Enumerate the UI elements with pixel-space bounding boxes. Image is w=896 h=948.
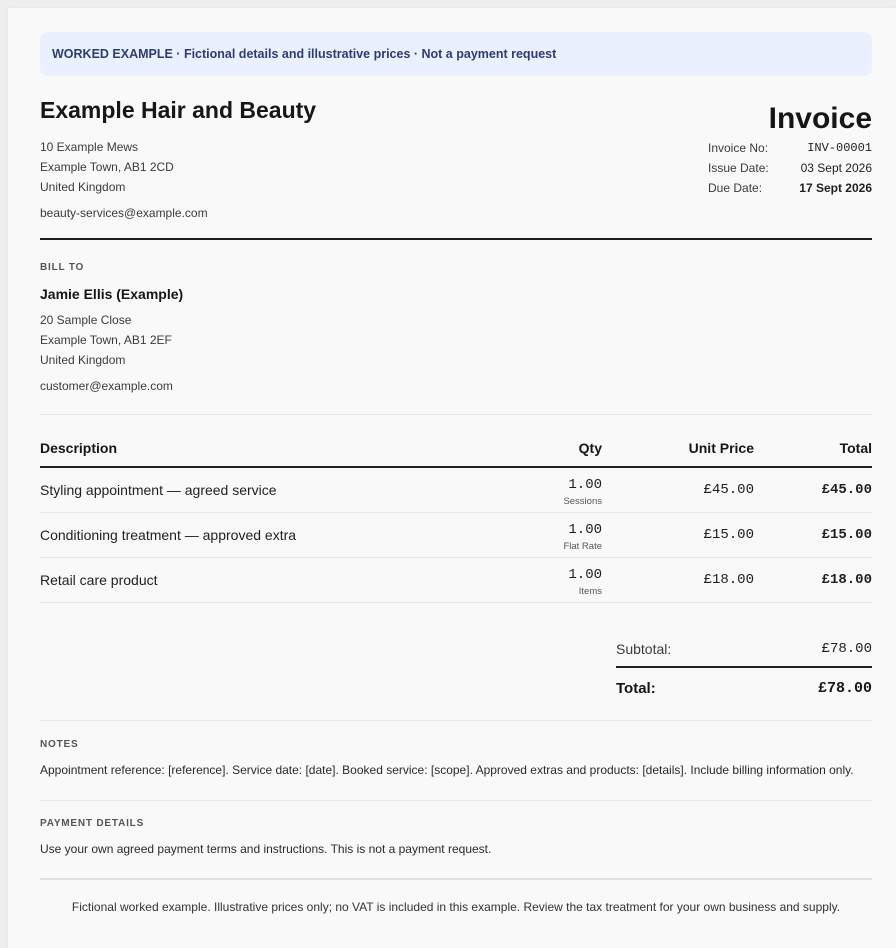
subtotal-label: Subtotal: xyxy=(616,641,672,657)
invoice-number-label: Invoice No: xyxy=(708,141,769,155)
item-total: £45.00 xyxy=(821,482,872,498)
table-row xyxy=(40,468,872,513)
col-header-qty: Qty xyxy=(578,440,602,456)
item-description: Retail care product xyxy=(40,572,158,588)
row-divider xyxy=(40,602,872,603)
table-row xyxy=(40,558,872,603)
item-unit-price: £18.00 xyxy=(703,572,754,588)
col-header-unit-price: Unit Price xyxy=(688,440,754,456)
total-label: Total: xyxy=(616,680,656,697)
due-date-row xyxy=(708,178,872,198)
invoice-page xyxy=(8,8,896,948)
item-unit-price: £15.00 xyxy=(703,527,754,543)
bill-to-label: BILL TO xyxy=(40,262,85,273)
issue-date: 03 Sept 2026 xyxy=(800,161,872,175)
header-divider xyxy=(40,238,872,240)
subtotal-value: £78.00 xyxy=(821,641,872,657)
item-unit-price: £45.00 xyxy=(703,482,754,498)
item-total: £18.00 xyxy=(821,572,872,588)
customer-address-line: United Kingdom xyxy=(40,352,126,367)
business-address xyxy=(40,138,174,197)
business-address-line: Example Town, AB1 2CD xyxy=(40,159,174,174)
business-address-line: 10 Example Mews xyxy=(40,140,139,154)
due-date-label: Due Date: xyxy=(708,181,763,195)
item-unit: Sessions xyxy=(563,496,602,507)
footer-disclaimer: Fictional worked example. Illustrative prices only; no VAT is included in this example. Review the tax treatment for your own business and supply. xyxy=(71,900,841,914)
payment-divider xyxy=(40,800,872,801)
business-email: beauty-services@example.com xyxy=(40,206,208,220)
item-unit: Items xyxy=(578,586,602,597)
col-header-total: Total xyxy=(839,440,872,456)
invoice-number: INV-00001 xyxy=(807,141,872,155)
footer-divider xyxy=(40,878,872,880)
payment-details-label: PAYMENT DETAILS xyxy=(40,818,145,829)
notes-text: Appointment reference: [reference]. Service date: [date]. Booked service: [scope]. Approved extras and products: [details]. Include billing information only. xyxy=(40,763,854,777)
item-qty: 1.00 xyxy=(568,567,602,583)
item-unit: Flat Rate xyxy=(563,541,602,552)
table-row xyxy=(40,513,872,558)
item-description: Conditioning treatment — approved extra xyxy=(40,527,297,543)
col-header-description: Description xyxy=(40,440,118,456)
issue-date-row xyxy=(708,158,872,178)
notes-divider xyxy=(40,720,872,721)
business-name: Example Hair and Beauty xyxy=(40,97,317,123)
item-qty: 1.00 xyxy=(568,522,602,538)
total-value: £78.00 xyxy=(817,680,872,697)
invoice-title: Invoice xyxy=(768,102,872,135)
customer-address xyxy=(40,311,172,370)
item-total: £15.00 xyxy=(821,527,872,543)
payment-details-text: Use your own agreed payment terms and instructions. This is not a payment request. xyxy=(40,842,492,856)
invoice-number-row xyxy=(708,138,872,158)
item-description: Styling appointment — agreed service xyxy=(40,482,277,498)
customer-address-line: Example Town, AB1 2EF xyxy=(40,332,172,347)
total-divider xyxy=(616,666,872,668)
worked-example-banner: WORKED EXAMPLE · Fictional details and illustrative prices · Not a payment request xyxy=(40,32,872,76)
customer-name: Jamie Ellis (Example) xyxy=(40,286,184,302)
notes-label: NOTES xyxy=(40,739,79,750)
customer-email: customer@example.com xyxy=(40,379,173,393)
customer-address-line: 20 Sample Close xyxy=(40,313,132,327)
item-qty: 1.00 xyxy=(568,477,602,493)
issue-date-label: Issue Date: xyxy=(708,161,769,175)
due-date: 17 Sept 2026 xyxy=(799,181,872,195)
bill-to-divider xyxy=(40,414,872,415)
invoice-meta xyxy=(708,138,872,198)
business-address-line: United Kingdom xyxy=(40,179,126,194)
